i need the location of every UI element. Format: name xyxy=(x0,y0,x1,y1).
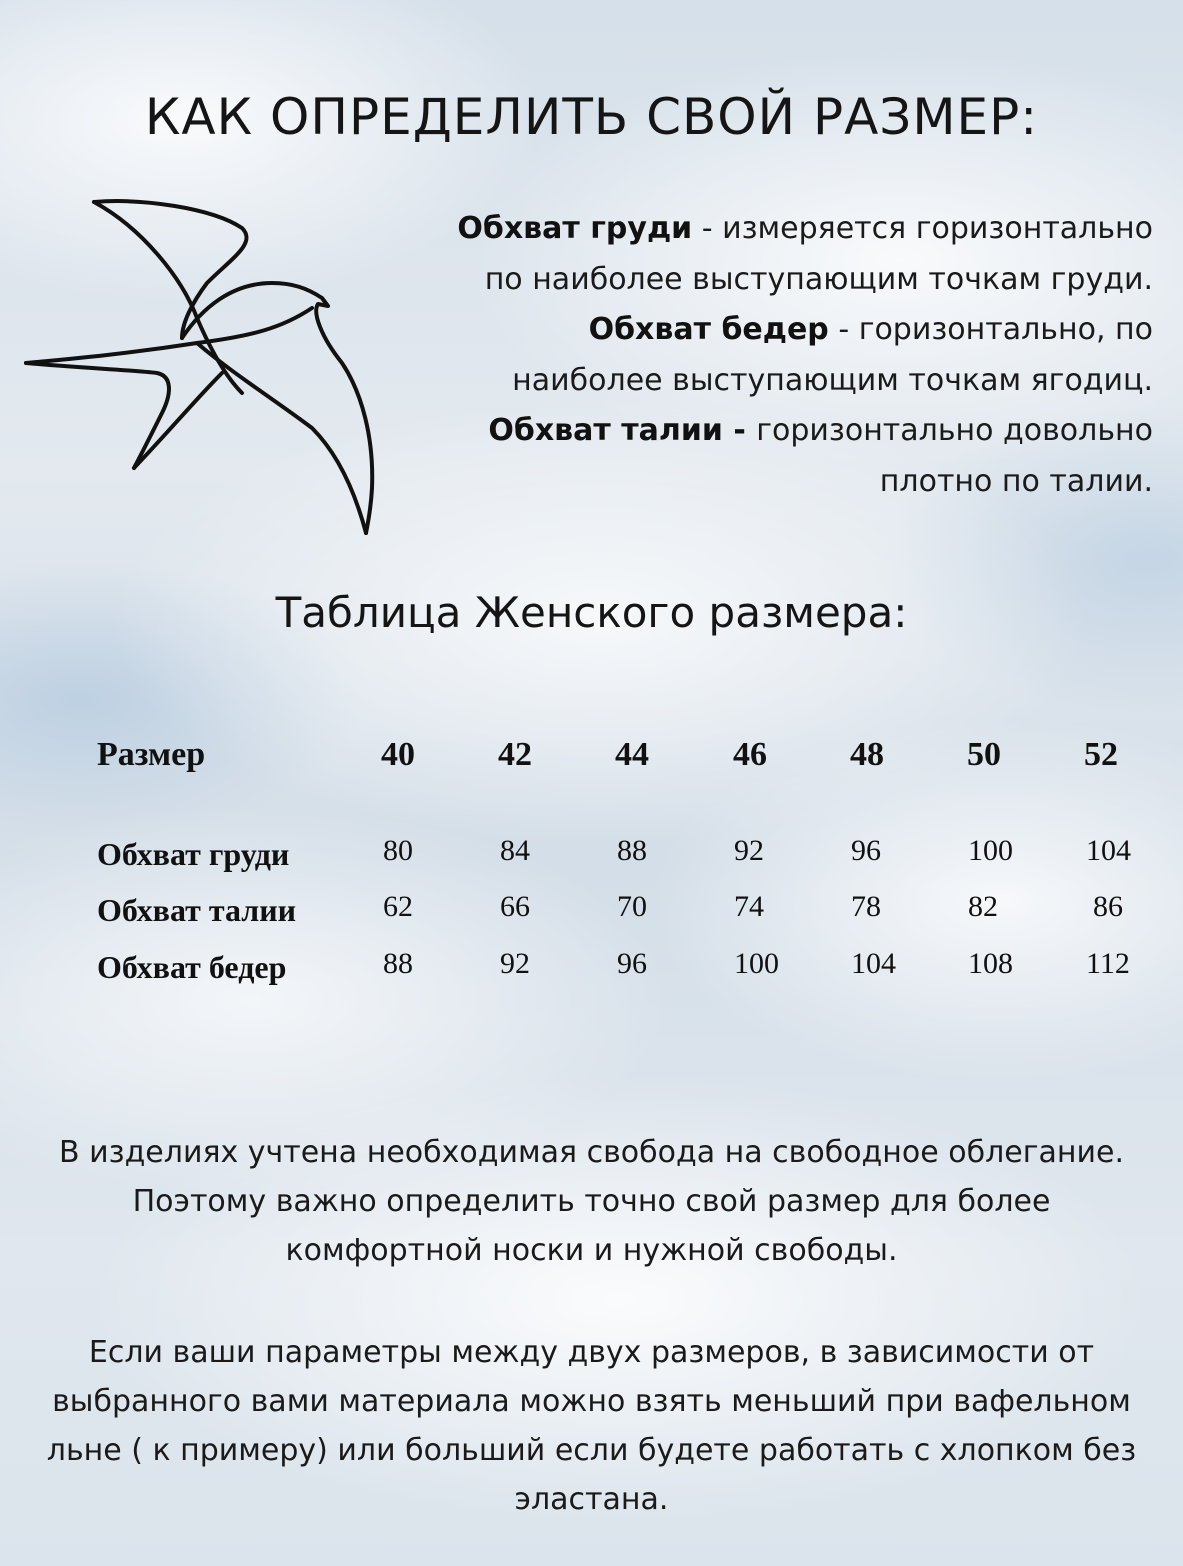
table-header-size: 46 xyxy=(733,736,767,773)
table-cell: 104 xyxy=(1086,834,1131,867)
measure-chest-term: Обхват груди xyxy=(457,211,693,246)
between-sizes-note-line: эластана. xyxy=(514,1482,669,1517)
measure-waist-term: Обхват талии - xyxy=(488,413,757,448)
table-cell: 96 xyxy=(617,947,647,980)
page-title: КАК ОПРЕДЕЛИТЬ СВОЙ РАЗМЕР: xyxy=(144,88,1039,146)
table-header-size: 50 xyxy=(967,736,1001,773)
table-cell: 88 xyxy=(383,947,413,980)
measure-hips-line2: наиболее выступающим точкам ягодиц. xyxy=(512,362,1153,398)
table-header-size: 40 xyxy=(381,736,415,773)
measure-waist-line2: плотно по талии. xyxy=(879,463,1153,499)
measure-waist-line1: горизонтально довольно xyxy=(756,413,1153,448)
fit-note-line: комфортной носки и нужной свободы. xyxy=(285,1233,898,1268)
table-cell: 74 xyxy=(734,890,764,923)
table-cell: 104 xyxy=(851,947,896,980)
table-cell: 100 xyxy=(968,834,1013,867)
fit-note-line: В изделиях учтена необходимая свобода на свободное облегание. xyxy=(59,1135,1124,1170)
table-row-label: Обхват груди xyxy=(97,836,290,872)
table-row-label: Обхват талии xyxy=(97,892,297,928)
table-cell: 92 xyxy=(500,947,530,980)
table-cell: 84 xyxy=(500,834,530,867)
fit-note xyxy=(0,1128,1183,1275)
table-header-size: 52 xyxy=(1084,736,1118,773)
fit-note-line: Поэтому важно определить точно свой размер для более xyxy=(132,1184,1051,1219)
measure-hips-line1: - горизонтально, по xyxy=(828,312,1153,347)
between-sizes-note-line: Если ваши параметры между двух размеров, в зависимости от xyxy=(88,1335,1095,1370)
table-cell: 62 xyxy=(383,890,413,923)
table-cell: 96 xyxy=(851,834,881,867)
table-cell: 108 xyxy=(968,947,1013,980)
table-cell: 92 xyxy=(734,834,764,867)
table-cell: 70 xyxy=(617,890,647,923)
table-cell: 100 xyxy=(734,947,779,980)
measure-chest-line1: - измеряется горизонтально xyxy=(692,211,1153,246)
table-cell: 82 xyxy=(968,890,998,923)
table-row-label: Обхват бедер xyxy=(97,949,287,985)
table-cell: 88 xyxy=(617,834,647,867)
table-header-label: Размер xyxy=(97,736,206,773)
table-cell: 80 xyxy=(383,834,413,867)
between-sizes-note-line: льне ( к примеру) или больший если будете работать с хлопком без xyxy=(46,1433,1137,1468)
between-sizes-note-line: выбранного вами материала можно взять меньший при вафельном xyxy=(52,1384,1131,1419)
table-cell: 112 xyxy=(1086,947,1130,980)
table-cell: 66 xyxy=(500,890,530,923)
table-header-size: 44 xyxy=(615,736,649,773)
measure-chest-line2: по наиболее выступающим точкам груди. xyxy=(484,261,1153,297)
table-header-size: 42 xyxy=(498,736,532,773)
measure-hips-term: Обхват бедер xyxy=(588,312,829,347)
between-sizes-note xyxy=(0,1328,1183,1524)
table-cell: 78 xyxy=(851,890,881,923)
table-header-size: 48 xyxy=(850,736,884,773)
table-cell: 86 xyxy=(1093,890,1123,923)
table-title: Таблица Женского размера: xyxy=(275,588,908,637)
